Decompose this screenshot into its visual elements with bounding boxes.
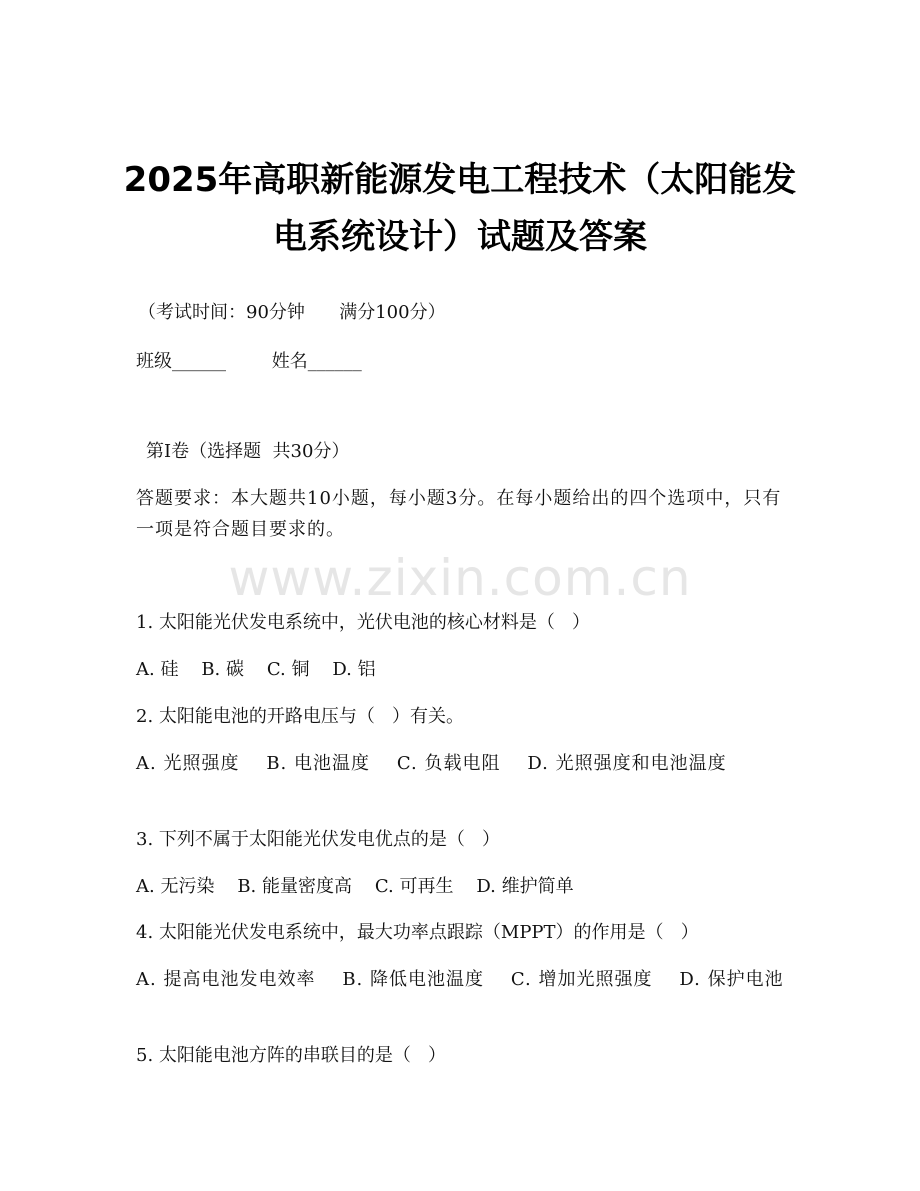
instructions: 答题要求：本大题共10小题，每小题3分。在每小题给出的四个选项中，只有一项是符合题目要求的。	[136, 488, 782, 540]
question-5-stem: 5. 太阳能电池方阵的串联目的是（ ）	[136, 1045, 447, 1066]
watermark: www.zixin.com.cn	[228, 549, 692, 607]
question-4-options: A. 提高电池发电效率 B. 降低电池温度 C. 增加光照强度 D. 保护电池	[136, 969, 784, 990]
title-line-2: 电系统设计）试题及答案	[273, 217, 647, 257]
question-3-stem: 3. 下列不属于太阳能光伏发电优点的是（ ）	[136, 829, 501, 850]
question-1-options: A. 硅 B. 碳 C. 铜 D. 铝	[136, 659, 376, 680]
exam-info: （考试时间：90分钟 满分100分）	[138, 302, 446, 323]
question-2-options: A. 光照强度 B. 电池温度 C. 负载电阻 D. 光照强度和电池温度	[136, 753, 727, 774]
question-1-stem: 1. 太阳能光伏发电系统中，光伏电池的核心材料是（ ）	[136, 612, 591, 633]
question-2-stem: 2. 太阳能电池的开路电压与（ ）有关。	[136, 706, 465, 727]
question-4-stem: 4. 太阳能光伏发电系统中，最大功率点跟踪（MPPT）的作用是（ ）	[136, 922, 699, 943]
question-3-options: A. 无污染 B. 能量密度高 C. 可再生 D. 维护简单	[136, 876, 574, 897]
document-title	[100, 152, 820, 266]
class-name-line: 班级______ 姓名______	[136, 351, 362, 372]
title-line-1: 2025年高职新能源发电工程技术（太阳能发	[123, 160, 797, 200]
section-heading: 第Ⅰ卷（选择题 共30分）	[146, 441, 350, 462]
